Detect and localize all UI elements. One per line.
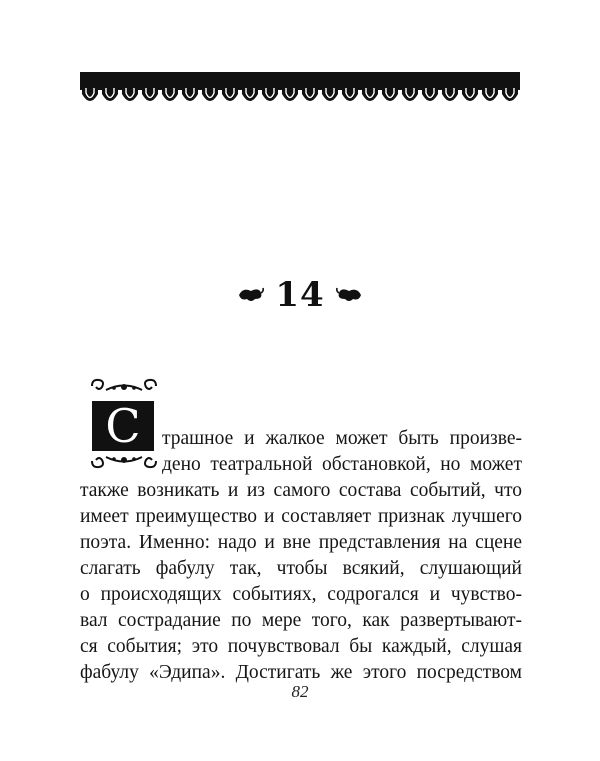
scallop-tab: [162, 86, 178, 101]
scallop-tab: [342, 86, 358, 101]
scallop-tab: [422, 86, 438, 101]
scallop-tab: [302, 86, 318, 101]
page-number: 82: [291, 682, 309, 701]
scallop-tab: [382, 86, 398, 101]
scallop-tab: [262, 86, 278, 101]
paragraph-line-3: также возникать и из самого состава событий, что: [80, 480, 522, 501]
chapter-number: 14: [275, 275, 325, 315]
scallop-tab: [402, 86, 418, 101]
scallop-tab: [502, 86, 518, 101]
scallop-tab: [182, 86, 198, 101]
scallop-tab: [482, 86, 498, 101]
scallop-tab: [282, 86, 298, 101]
scallop-tab: [222, 86, 238, 101]
scallop-tab: [202, 86, 218, 101]
paragraph-line-7: о происходящих событиях, содрогался и чувство-: [80, 584, 522, 605]
scroll-ornament-top: [88, 377, 160, 395]
drop-cap: С: [92, 401, 154, 451]
paragraph-line-8: вал сострадание по мере того, как развертывают-: [80, 610, 522, 631]
scallop-tab: [122, 86, 138, 101]
scallop-tab: [442, 86, 458, 101]
paragraph-line-4: имеет преимущество и составляет признак лучшего: [80, 506, 522, 527]
scallop-tab: [462, 86, 478, 101]
paragraph-line-5: поэта. Именно: надо и вне представления на сцене: [80, 532, 522, 553]
fleuron-right-icon: [335, 283, 363, 307]
fleuron-left-icon: [237, 283, 265, 307]
scallop-tab: [142, 86, 158, 101]
scroll-ornament-bottom: [88, 452, 160, 470]
paragraph-line-10: фабулу «Эдипа». Достигать же этого посредством: [80, 662, 522, 683]
scallop-tab: [242, 86, 258, 101]
chapter-heading: [0, 270, 600, 320]
paragraph-line-1: трашное и жалкое может быть произве-: [162, 428, 522, 449]
scalloped-border-ornament: [80, 66, 520, 108]
scallop-tab: [322, 86, 338, 101]
scallop-tab: [82, 86, 98, 101]
scallop-tab: [102, 86, 118, 101]
scallop-tab: [362, 86, 378, 101]
paragraph-line-2: дено театральной обстановкой, но может: [162, 454, 522, 475]
paragraph-line-6: слагать фабулу так, чтобы всякий, слушающий: [80, 558, 522, 579]
paragraph-line-9: ся события; это почувствовал бы каждый, слушая: [80, 636, 522, 657]
